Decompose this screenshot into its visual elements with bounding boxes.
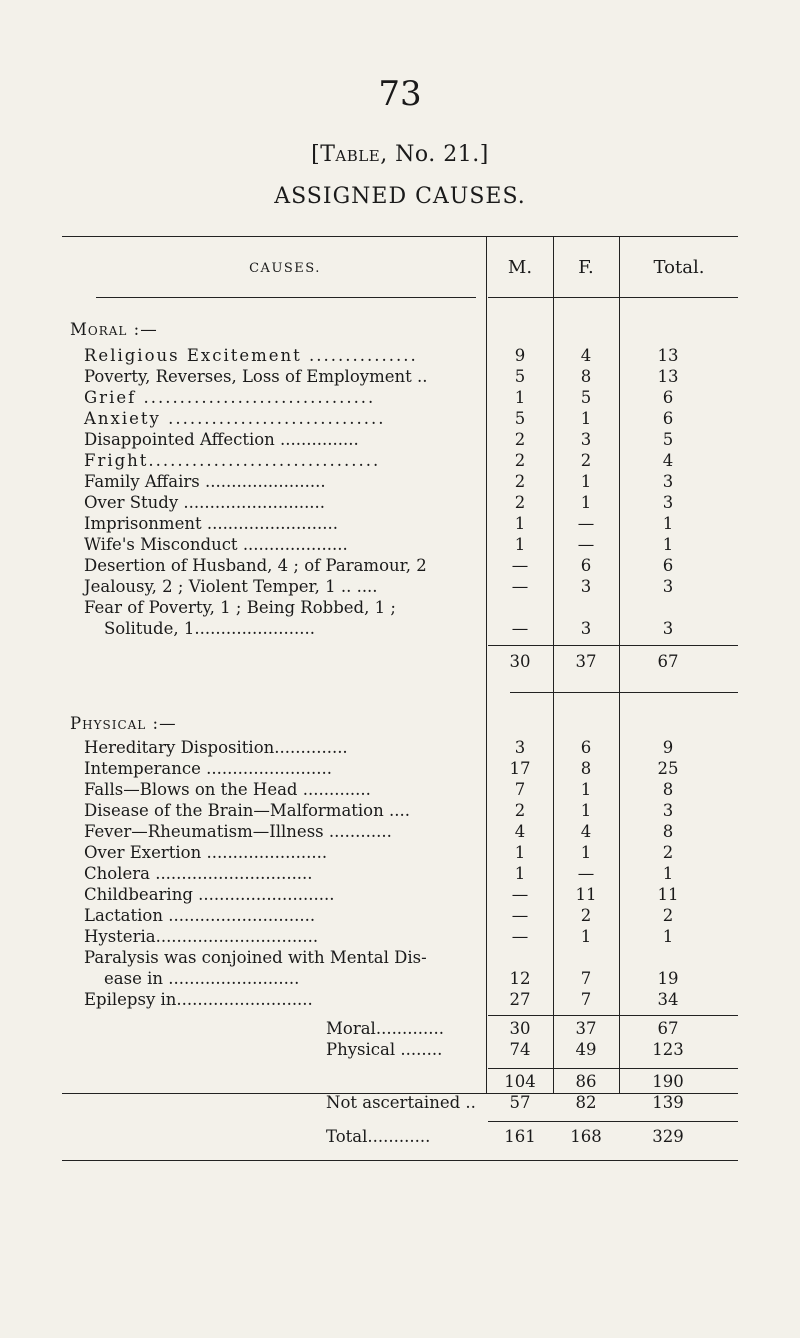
row-total: 8 — [662, 822, 674, 841]
row-f: 3 — [580, 577, 592, 596]
row-label: Imprisonment ......................... — [84, 514, 338, 533]
row-f: 2 — [580, 451, 592, 470]
row-total: 6 — [662, 388, 674, 407]
summary-combined-f: 86 — [575, 1072, 597, 1091]
row-f: 6 — [580, 738, 592, 757]
total-label: Total............ — [326, 1127, 431, 1146]
row-f: 8 — [580, 367, 592, 386]
header-rule-numbers — [488, 297, 738, 298]
subtotal-m: 30 — [509, 652, 531, 671]
row-label: Religious Excitement ............... — [84, 346, 418, 365]
summary-combined-m: 104 — [504, 1072, 536, 1091]
total-f: 168 — [570, 1127, 602, 1146]
total-total: 329 — [652, 1127, 684, 1146]
row-m: 1 — [514, 843, 526, 862]
row-f: 4 — [580, 822, 592, 841]
row-m: 2 — [514, 451, 526, 470]
row-total: 5 — [662, 430, 674, 449]
not-ascertained-m: 57 — [509, 1093, 531, 1112]
row-f: 6 — [580, 556, 592, 575]
row-total: 3 — [662, 801, 674, 820]
not-ascertained-label: Not ascertained .. — [326, 1093, 476, 1112]
row-total: 3 — [662, 472, 674, 491]
row-f: 3 — [580, 619, 592, 638]
moral-subtotal-rule — [488, 645, 738, 646]
row-m: 17 — [509, 759, 531, 778]
row-label: Epilepsy in.......................... — [84, 990, 313, 1009]
row-f: 11 — [575, 885, 597, 904]
row-f: 1 — [580, 409, 592, 428]
row-f: 8 — [580, 759, 592, 778]
row-f: 1 — [580, 927, 592, 946]
not-ascertained-total: 139 — [652, 1093, 684, 1112]
row-m: 1 — [514, 388, 526, 407]
row-m: — — [511, 556, 529, 575]
row-f: 4 — [580, 346, 592, 365]
row-total: 3 — [662, 493, 674, 512]
table-reference: [Table, No. 21.] — [311, 142, 489, 167]
row-label: Jealousy, 2 ; Violent Temper, 1 .. .... — [84, 577, 378, 596]
row-m: — — [511, 906, 529, 925]
summary-moral-total: 67 — [657, 1019, 679, 1038]
header-rule — [96, 297, 476, 298]
page-number: 73 — [378, 74, 422, 114]
row-f: 7 — [580, 990, 592, 1009]
row-total: 8 — [662, 780, 674, 799]
row-m: 2 — [514, 493, 526, 512]
row-total: 13 — [657, 346, 679, 365]
row-m: 7 — [514, 780, 526, 799]
row-total: 9 — [662, 738, 674, 757]
row-label: Wife's Misconduct .................... — [84, 535, 348, 554]
row-f: 2 — [580, 906, 592, 925]
column-divider-2 — [553, 236, 554, 1094]
row-f: 1 — [580, 801, 592, 820]
row-m: — — [511, 927, 529, 946]
row-label-continued: Solitude, 1....................... — [104, 619, 315, 638]
f-column-header: F. — [578, 257, 594, 278]
row-label: Intemperance ........................ — [84, 759, 332, 778]
row-m: 4 — [514, 822, 526, 841]
row-label: Desertion of Husband, 4 ; of Paramour, 2 — [84, 556, 427, 575]
summary-rule-top — [488, 1015, 738, 1016]
row-f: 3 — [580, 430, 592, 449]
row-label: Anxiety .............................. — [84, 409, 386, 428]
row-m: 2 — [514, 472, 526, 491]
row-f: 1 — [580, 780, 592, 799]
row-total: 2 — [662, 843, 674, 862]
row-f: 1 — [580, 493, 592, 512]
column-divider-1 — [486, 236, 487, 1094]
row-label: Cholera .............................. — [84, 864, 313, 883]
row-m: 3 — [514, 738, 526, 757]
row-f: 5 — [580, 388, 592, 407]
moral-subtotal-underline — [510, 692, 738, 693]
row-total: 3 — [662, 577, 674, 596]
row-label: Grief ................................ — [84, 388, 376, 407]
row-m: — — [511, 885, 529, 904]
row-f: — — [577, 535, 595, 554]
row-m: 5 — [514, 409, 526, 428]
row-total: 6 — [662, 556, 674, 575]
causes-column-header: CAUSES. — [249, 261, 321, 276]
top-rule — [62, 236, 738, 237]
row-m: — — [511, 577, 529, 596]
moral-section-title: Moral :— — [70, 320, 158, 339]
row-m: 2 — [514, 801, 526, 820]
row-total: 25 — [657, 759, 679, 778]
subtotal-total: 67 — [657, 652, 679, 671]
summary-physical-m: 74 — [509, 1040, 531, 1059]
row-f: — — [577, 514, 595, 533]
row-label: Disease of the Brain—Malformation .... — [84, 801, 410, 820]
row-label-continued: ease in ......................... — [104, 969, 300, 988]
row-label: Fear of Poverty, 1 ; Being Robbed, 1 ; — [84, 598, 396, 617]
row-label: Over Study ........................... — [84, 493, 326, 512]
row-total: 6 — [662, 409, 674, 428]
m-column-header: M. — [507, 257, 533, 278]
row-total: 19 — [657, 969, 679, 988]
row-m: — — [511, 619, 529, 638]
row-label: Lactation ............................ — [84, 906, 316, 925]
row-label: Fever—Rheumatism—Illness ............ — [84, 822, 392, 841]
summary-physical-f: 49 — [575, 1040, 597, 1059]
row-label: Family Affairs ....................... — [84, 472, 326, 491]
row-label: Poverty, Reverses, Loss of Employment .. — [84, 367, 428, 386]
row-total: 1 — [662, 864, 674, 883]
row-m: 5 — [514, 367, 526, 386]
row-m: 1 — [514, 864, 526, 883]
summary-rule-mid — [488, 1068, 738, 1069]
column-divider-3 — [619, 236, 620, 1094]
summary-combined-total: 190 — [652, 1072, 684, 1091]
row-m: 1 — [514, 535, 526, 554]
summary-physical-total: 123 — [652, 1040, 684, 1059]
row-f: 1 — [580, 472, 592, 491]
table-end-rule — [62, 1160, 738, 1161]
row-label: Childbearing .......................... — [84, 885, 335, 904]
row-label: Falls—Blows on the Head ............. — [84, 780, 371, 799]
row-m: 12 — [509, 969, 531, 988]
physical-section-title: Physical :— — [70, 714, 177, 733]
summary-rule-bottom — [488, 1121, 738, 1122]
row-m: 27 — [509, 990, 531, 1009]
row-total: 11 — [657, 885, 679, 904]
row-label: Hereditary Disposition.............. — [84, 738, 348, 757]
subtotal-f: 37 — [575, 652, 597, 671]
row-m: 2 — [514, 430, 526, 449]
row-label: Disappointed Affection ............... — [84, 430, 359, 449]
summary-moral-m: 30 — [509, 1019, 531, 1038]
row-label: Over Exertion ....................... — [84, 843, 328, 862]
row-f: 7 — [580, 969, 592, 988]
summary-physical-label: Physical ........ — [326, 1040, 443, 1059]
row-total: 1 — [662, 927, 674, 946]
row-label: Paralysis was conjoined with Mental Dis- — [84, 948, 427, 967]
row-label: Hysteria............................... — [84, 927, 319, 946]
table-heading: ASSIGNED CAUSES. — [274, 184, 526, 209]
row-total: 34 — [657, 990, 679, 1009]
summary-moral-f: 37 — [575, 1019, 597, 1038]
row-total: 2 — [662, 906, 674, 925]
row-total: 1 — [662, 535, 674, 554]
row-total: 4 — [662, 451, 674, 470]
row-f: 1 — [580, 843, 592, 862]
row-m: 9 — [514, 346, 526, 365]
row-total: 3 — [662, 619, 674, 638]
total-m: 161 — [504, 1127, 536, 1146]
row-label: Fright................................ — [84, 451, 381, 470]
row-m: 1 — [514, 514, 526, 533]
summary-moral-label: Moral............. — [326, 1019, 445, 1038]
row-total: 1 — [662, 514, 674, 533]
row-f: — — [577, 864, 595, 883]
not-ascertained-f: 82 — [575, 1093, 597, 1112]
row-total: 13 — [657, 367, 679, 386]
total-column-header: Total. — [653, 257, 705, 278]
